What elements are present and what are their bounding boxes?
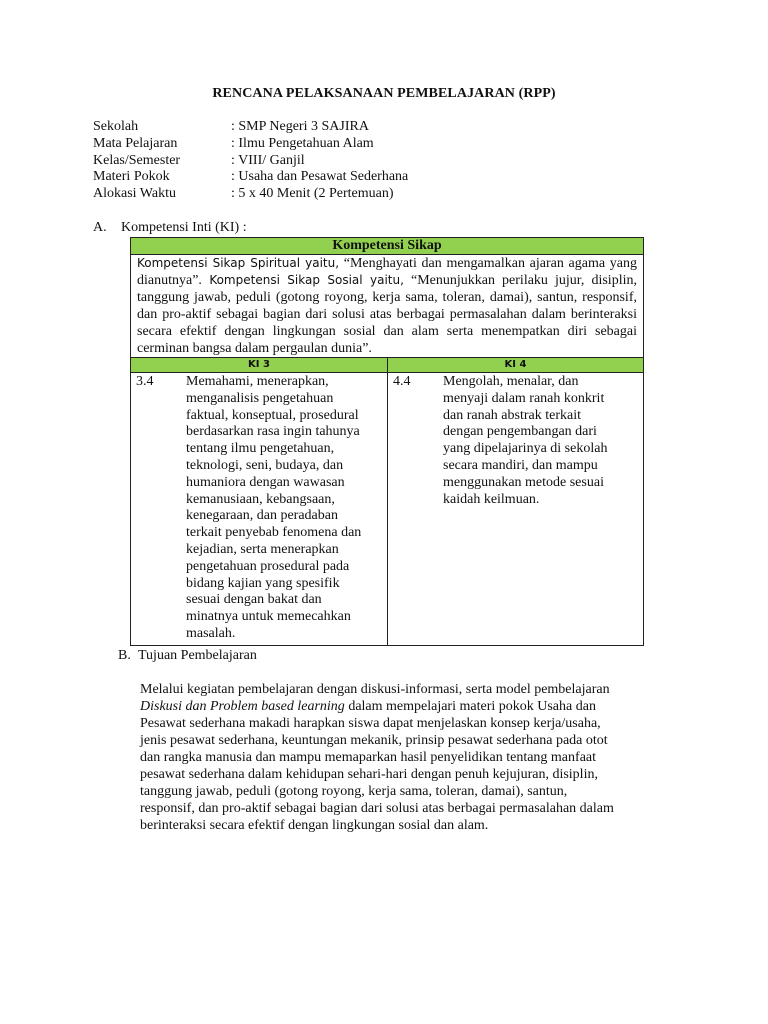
ki4-header: KI 4 (388, 358, 644, 373)
ki4-line: menggunakan metode sesuai (443, 474, 604, 490)
ki4-line: dengan pengembangan dari (443, 424, 597, 440)
ki3-line: tentang ilmu pengetahuan, (186, 441, 335, 457)
ki4-cell (388, 373, 644, 646)
ki3-line: kemanusiaan, kebangsaan, (186, 491, 335, 507)
sikap-sosial-text: “Menunjukkan perilaku jujur, disiplin, tanggung jawab, peduli (gotong royong, kerja sama, toleran, damai), santun, responsif, dan pro-aktif sebagai bagian dari solusi atas berbagai permasalahan dalam berinteraksi secara efektif dengan lingkungan sosial dan alam serta menempatkan diri sebagai cerminan bangsa dalam pergaulan dunia”. (137, 273, 637, 356)
section-a-number: A. (93, 220, 107, 235)
identity-value: : SMP Negeri 3 SAJIRA (231, 119, 369, 134)
identity-row (93, 153, 408, 170)
ki3-line: berdasarkan rasa ingin tahunya (186, 424, 360, 440)
ki3-line: faktual, konseptual, prosedural (186, 407, 359, 423)
ki3-line: bidang kajian yang spesifik (186, 575, 340, 591)
ki3-line: humaniora dengan wawasan (186, 474, 345, 490)
kompetensi-sikap-header: Kompetensi Sikap (131, 238, 644, 255)
ki3-cell (131, 373, 388, 646)
identity-block (93, 119, 408, 203)
ki3-line: masalah. (186, 625, 236, 641)
identity-row (93, 169, 408, 186)
identity-label: Sekolah (93, 119, 139, 134)
ki3-line: menganalisis pengetahuan (186, 390, 334, 406)
ki3-line: kejadian, serta menerapkan (186, 541, 339, 557)
ki3-description (186, 374, 376, 643)
kompetensi-sikap-text (131, 255, 644, 358)
sikap-spiritual-label: Kompetensi Sikap Spiritual yaitu, (137, 256, 340, 270)
ki3-line: terkait penyebab fenomena dan (186, 525, 362, 541)
tujuan-line: Melalui kegiatan pembelajaran dengan diskusi-informasi, serta model pembelajaran (140, 682, 610, 697)
ki4-line: secara mandiri, dan mampu (443, 457, 598, 473)
identity-label: Materi Pokok (93, 169, 170, 185)
identity-value: : Usaha dan Pesawat Sederhana (231, 169, 409, 185)
ki4-number: 4.4 (393, 374, 411, 389)
sikap-spiritual-text: “Menghayati dan mengamalkan ajaran agama yang dianutnya”. (137, 256, 638, 288)
ki3-line: pengetahuan prosedural pada (186, 558, 350, 574)
ki3-number: 3.4 (136, 374, 154, 389)
ki4-line: kaidah keilmuan. (443, 491, 540, 507)
section-b-number: B. (118, 648, 131, 663)
identity-value: : 5 x 40 Menit (2 Pertemuan) (231, 186, 394, 202)
ki3-line: minatnya untuk memecahkan (186, 609, 351, 625)
tujuan-line: berinteraksi secara efektif dengan lingkungan sosial dan alam. (140, 818, 489, 833)
section-a-heading (93, 219, 247, 236)
ki3-line: kenegaraan, dan peradaban (186, 508, 338, 524)
tujuan-line-rest: dalam mempelajari materi pokok Usaha dan (344, 699, 596, 714)
identity-row (93, 186, 408, 203)
ki3-line: sesuai dengan bakat dan (186, 592, 322, 608)
ki4-line: Mengolah, menalar, dan (443, 374, 579, 389)
identity-row (93, 119, 408, 136)
identity-label: Mata Pelajaran (93, 135, 178, 151)
tujuan-line: Pesawat sederhana makadi harapkan siswa dapat menjelaskan konsep kerja/usaha, (140, 716, 601, 731)
ki3-header: KI 3 (131, 358, 388, 373)
tujuan-line: pesawat sederhana dalam kehidupan sehari-hari dengan penuh kejujuran, disiplin, (140, 767, 598, 782)
tujuan-line: tanggung jawab, peduli (gotong royong, kerja sama, toleran, damai), santun, (140, 784, 568, 799)
ki4-line: yang dipelajarinya di sekolah (443, 441, 608, 457)
ki3-line: Memahami, menerapkan, (186, 374, 329, 389)
section-b-title: Tujuan Pembelajaran (138, 648, 257, 663)
document-title: RENCANA PELAKSANAAN PEMBELAJARAN (RPP) (212, 86, 556, 101)
identity-label: Kelas/Semester (93, 152, 181, 168)
ki3-line: teknologi, seni, budaya, dan (186, 457, 344, 473)
identity-row (93, 136, 408, 153)
tujuan-line: responsif, dan pro-aktif sebagai bagian dari solusi atas berbagai permasalahan dalam (140, 801, 614, 816)
ki4-line: dan ranah abstrak terkait (443, 407, 581, 423)
tujuan-paragraph (140, 681, 665, 834)
ki4-line: menyaji dalam ranah konkrit (443, 390, 605, 406)
tujuan-line: dan rangka manusia dan mampu memaparkan hasil penyelidikan tentang manfaat (140, 750, 597, 765)
kompetensi-inti-table (130, 237, 644, 646)
sikap-sosial-label: Kompetensi Sikap Sosial yaitu, (201, 273, 404, 287)
identity-value: : Ilmu Pengetahuan Alam (231, 135, 374, 151)
identity-value: : VIII/ Ganjil (231, 152, 305, 168)
identity-label: Alokasi Waktu (93, 186, 176, 202)
tujuan-line (140, 698, 665, 715)
tujuan-model-italic: Diskusi dan Problem based learning (140, 699, 345, 714)
section-b-heading (118, 647, 257, 664)
section-a-title: Kompetensi Inti (KI) : (121, 220, 247, 235)
ki4-description (443, 374, 633, 508)
tujuan-line: jenis pesawat sederhana, keuntungan mekanik, prinsip pesawat sederhana pada otot (140, 733, 608, 748)
